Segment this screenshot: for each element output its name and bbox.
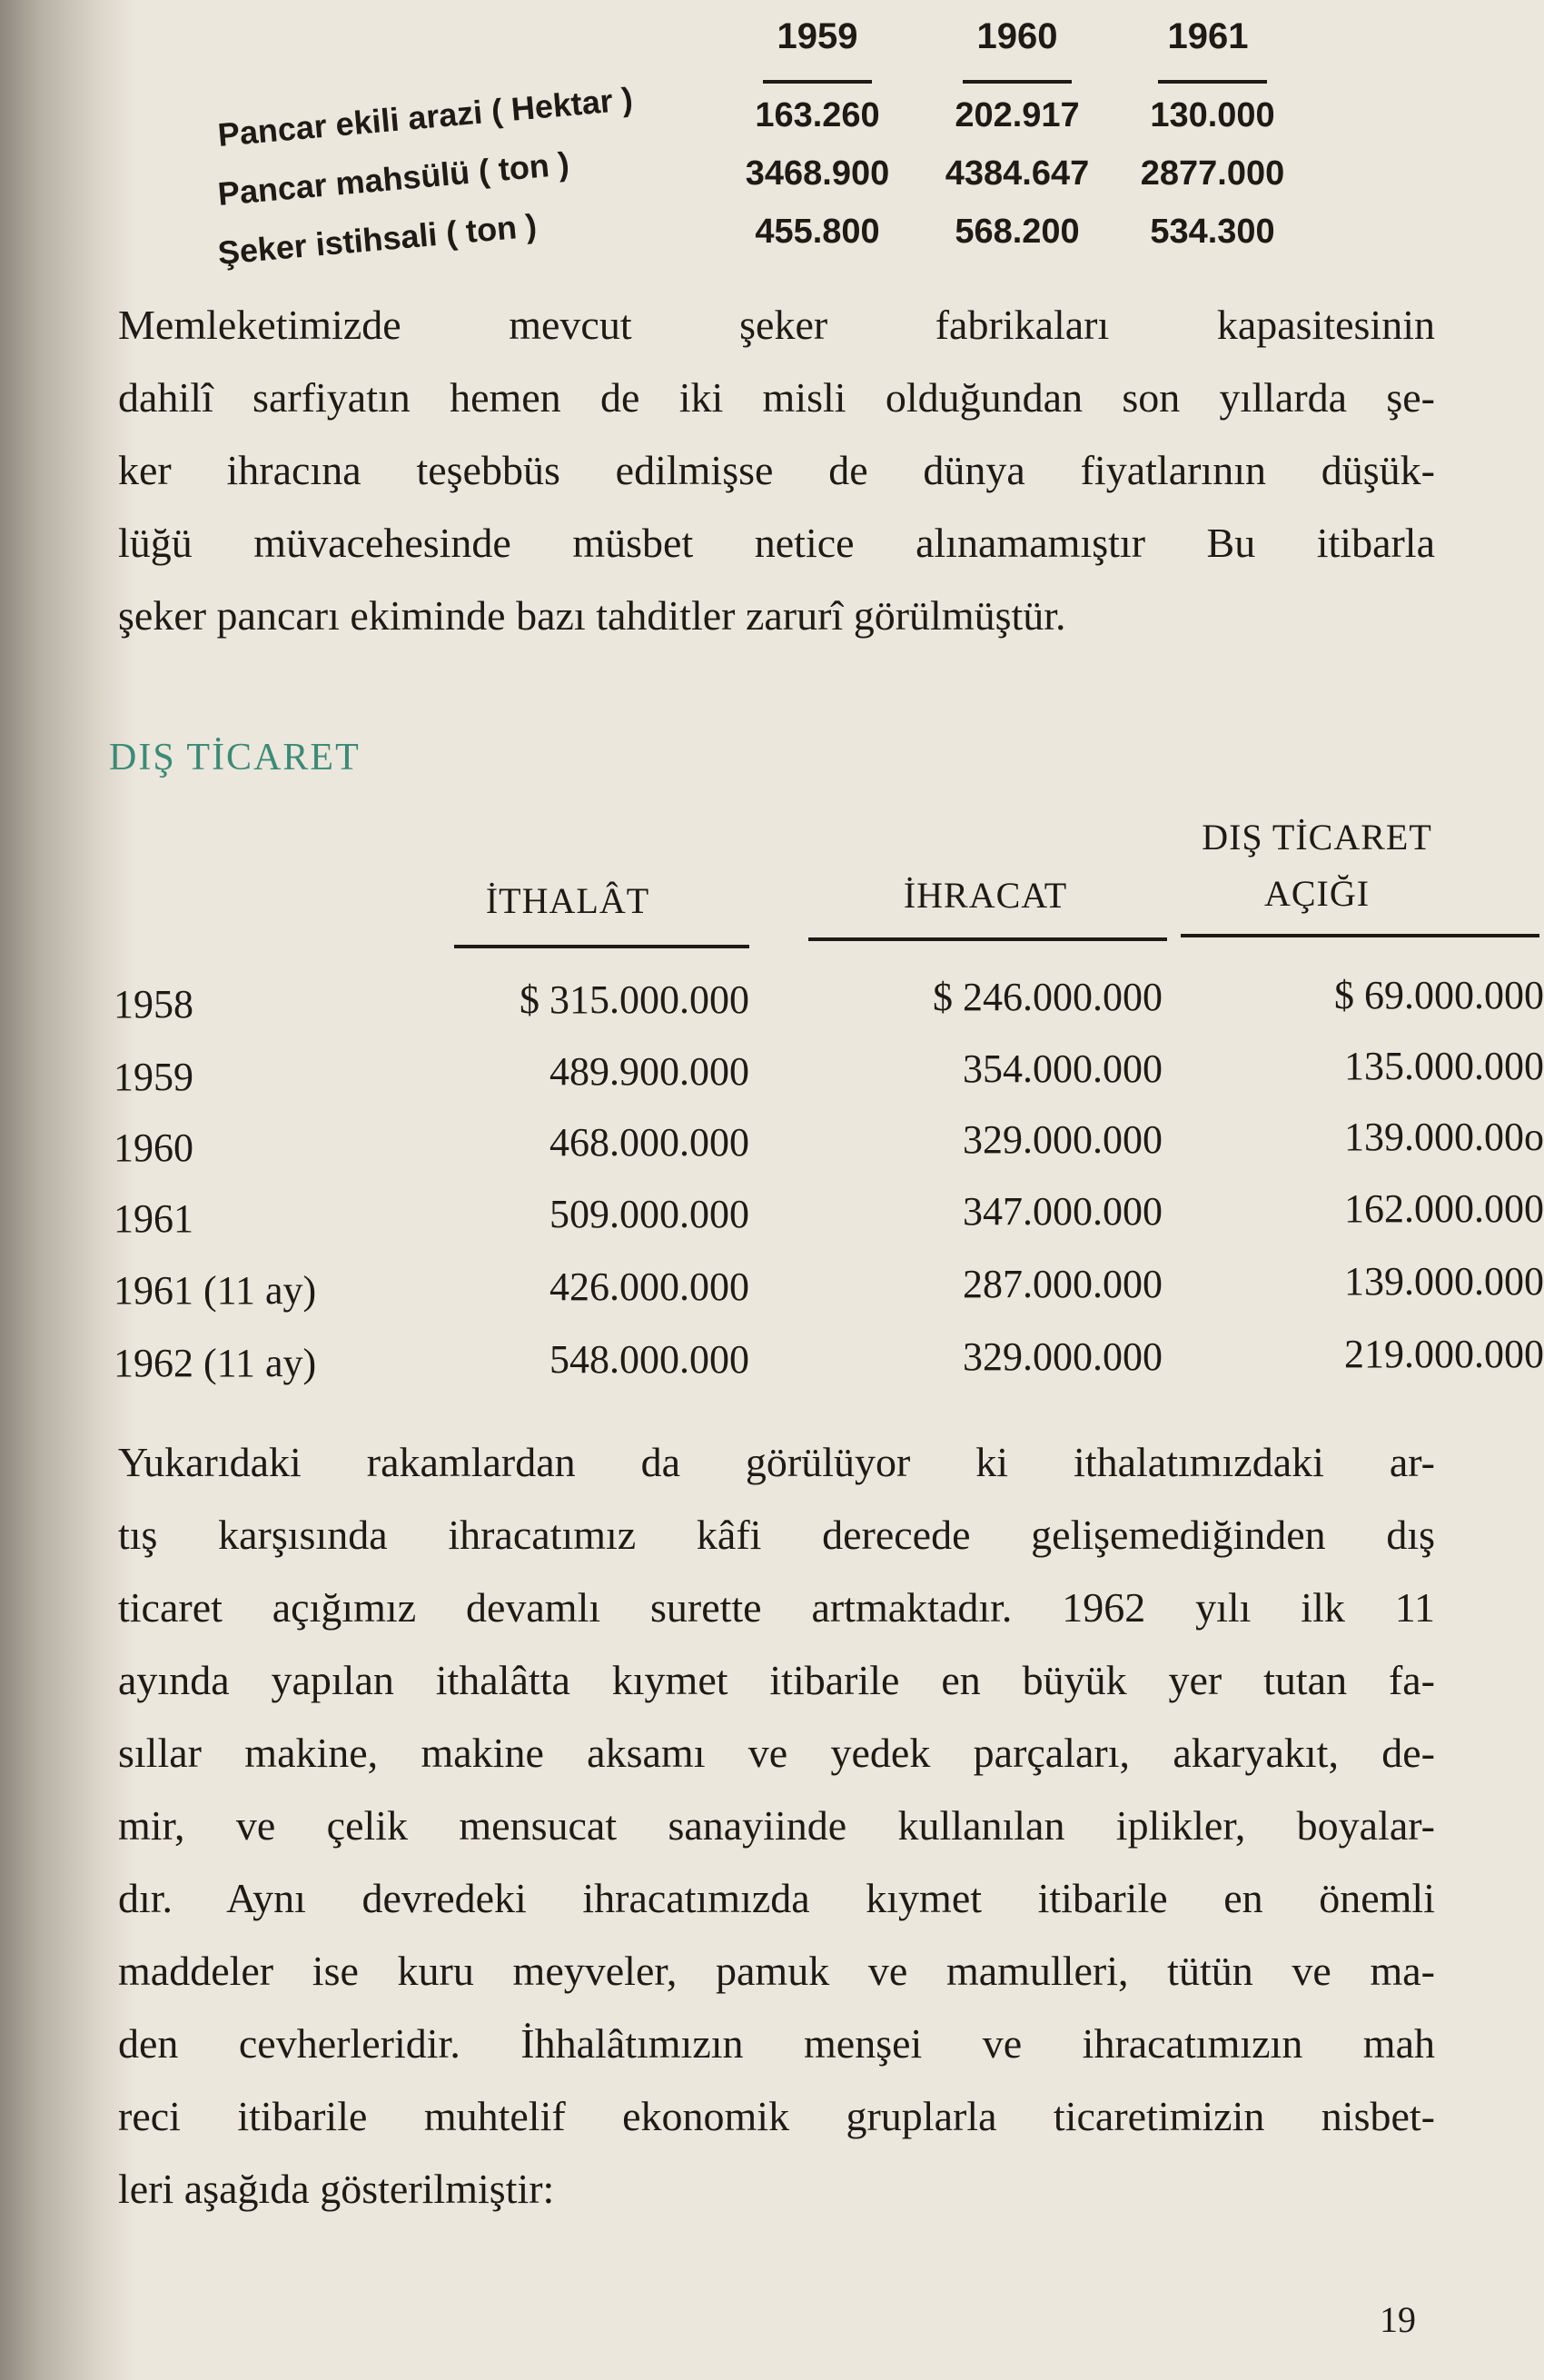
deficit-cell: 219.000.000 xyxy=(1344,1332,1544,1376)
text-line: mir, ve çelik mensucat sanayiinde kullanılan iplikler, boyalar- xyxy=(118,1802,1435,1849)
deficit-cell: 139.000.00o xyxy=(1344,1115,1544,1159)
deficit-header-line2: AÇIĞI xyxy=(1263,873,1371,914)
exports-cell: 347.000.000 xyxy=(963,1189,1163,1234)
imports-header: İTHALÂT xyxy=(485,880,650,921)
deficit-cell: $ 69.000.000 xyxy=(1334,973,1544,1017)
text-line: ayında yapılan ithalâtta kıymet itibarile en büyük yer tutan fa- xyxy=(118,1657,1435,1703)
row-label: Pancar mahsülü ( ton ) xyxy=(216,144,571,213)
exports-cell: 287.000.000 xyxy=(963,1262,1163,1306)
exports-cell: 329.000.000 xyxy=(963,1334,1163,1379)
value-cell: 163.260 xyxy=(755,96,880,134)
imports-cell: 426.000.000 xyxy=(549,1264,749,1309)
text-line: leri aşağıda gösterilmiştir: xyxy=(118,2166,555,2212)
imports-cell: 468.000.000 xyxy=(549,1120,749,1165)
header-underline xyxy=(454,945,749,948)
text-line: ker ihracına teşebbüs edilmişse de dünya fiyatlarının düşük- xyxy=(118,447,1435,493)
header-underline xyxy=(1181,934,1539,937)
paragraph-trade xyxy=(118,1426,1435,2226)
imports-cell: 509.000.000 xyxy=(549,1192,749,1236)
imports-cell: 548.000.000 xyxy=(549,1337,749,1382)
text-line: ticaret açığımız devamlı surette artmaktadır. 1962 yılı ilk 11 xyxy=(118,1584,1435,1631)
deficit-cell: 162.000.000 xyxy=(1344,1186,1544,1231)
deficit-header-line1: DIŞ TİCARET xyxy=(1202,817,1432,858)
deficit-cell: 135.000.000 xyxy=(1344,1044,1544,1088)
imports-cell: $ 315.000.000 xyxy=(520,977,749,1022)
text-line: Yukarıdaki rakamlardan da görülüyor ki ithalatımızdaki ar- xyxy=(118,1439,1435,1485)
text-line: lüğü müvacehesinde müsbet netice alınamamıştır Bu itibarla xyxy=(118,520,1435,566)
row-label: Pancar ekili arazi ( Hektar ) xyxy=(216,80,635,154)
exports-cell: 329.000.000 xyxy=(963,1117,1163,1162)
text-line: şeker pancarı ekiminde bazı tahditler zarurî görülmüştür. xyxy=(118,592,1066,639)
trade-year: 1961 (11 ay) xyxy=(114,1268,317,1313)
trade-year: 1958 xyxy=(114,982,193,1026)
text-line: Memleketimizde mevcut şeker fabrikaları kapasitesinin xyxy=(118,302,1435,348)
section-heading: DIŞ TİCARET xyxy=(109,737,361,778)
value-cell: 3468.900 xyxy=(745,154,890,193)
year-header: 1960 xyxy=(976,16,1058,56)
trade-year: 1960 xyxy=(114,1126,193,1170)
text-line: dahilî sarfiyatın hemen de iki misli olduğundan son yıllarda şe- xyxy=(118,374,1435,421)
year-header: 1959 xyxy=(777,16,858,56)
text-line: maddeler ise kuru meyveler, pamuk ve mamulleri, tütün ve ma- xyxy=(118,1948,1435,1994)
value-cell: 534.300 xyxy=(1150,213,1275,251)
year-underline xyxy=(763,80,872,84)
paragraph-sugar xyxy=(118,289,1435,652)
exports-cell: $ 246.000.000 xyxy=(933,975,1163,1019)
year-underline xyxy=(963,80,1072,84)
page-number: 19 xyxy=(1380,2299,1416,2340)
text-line: den cevherleridir. İhhalâtımızın menşei ve ihracatımızın mah xyxy=(118,2020,1435,2067)
value-cell: 455.800 xyxy=(755,213,880,251)
value-cell: 202.917 xyxy=(955,96,1080,134)
trade-year: 1961 xyxy=(114,1196,193,1241)
year-underline xyxy=(1158,80,1267,84)
text-line: sıllar makine, makine aksamı ve yedek parçaları, akaryakıt, de- xyxy=(118,1730,1435,1776)
page-shadow xyxy=(0,0,136,2380)
exports-cell: 354.000.000 xyxy=(963,1046,1163,1091)
trade-year: 1959 xyxy=(114,1055,193,1099)
header-underline xyxy=(808,937,1167,941)
value-cell: 2877.000 xyxy=(1140,154,1285,193)
value-cell: 130.000 xyxy=(1150,96,1275,134)
text-line: dır. Aynı devredeki ihracatımızda kıymet itibarile en önemli xyxy=(118,1875,1435,1921)
value-cell: 4384.647 xyxy=(945,154,1090,193)
value-cell: 568.200 xyxy=(955,213,1080,251)
exports-header: İHRACAT xyxy=(903,875,1068,916)
row-label: Şeker istihsali ( ton ) xyxy=(216,206,539,272)
deficit-cell: 139.000.000 xyxy=(1344,1259,1544,1304)
text-line: tış karşısında ihracatımız kâfi derecede gelişemediğinden dış xyxy=(118,1512,1435,1558)
imports-cell: 489.900.000 xyxy=(549,1049,749,1094)
trade-year: 1962 (11 ay) xyxy=(114,1341,317,1385)
year-header: 1961 xyxy=(1167,16,1249,56)
text-line: reci itibarile muhtelif ekonomik gruplarla ticaretimizin nisbet- xyxy=(118,2093,1435,2139)
